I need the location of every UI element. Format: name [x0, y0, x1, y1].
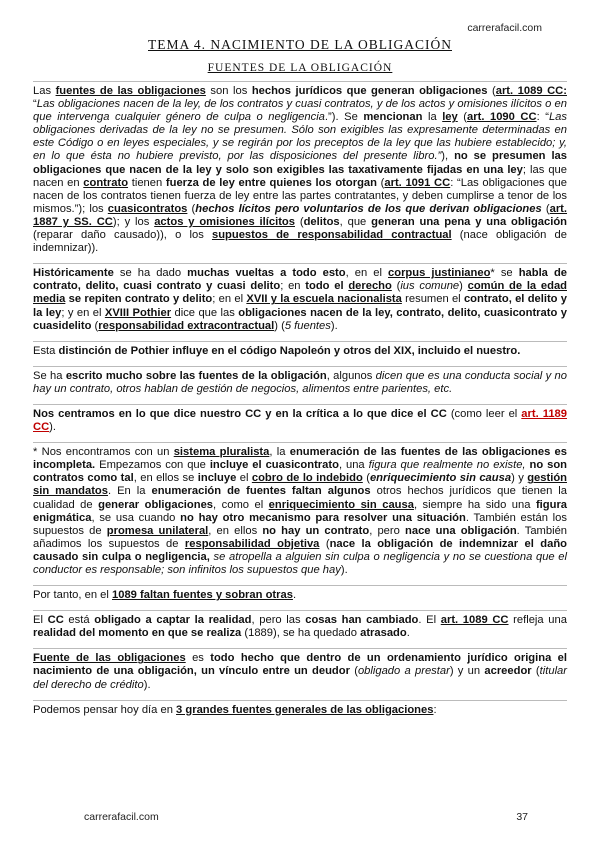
- text-run: incluye: [197, 472, 237, 485]
- text-run: El: [33, 614, 48, 627]
- text-run: (: [531, 665, 540, 678]
- page-number: 37: [516, 811, 528, 823]
- text-run: (como leer el: [446, 407, 522, 420]
- text-run: derecho: [348, 280, 392, 293]
- text-run: . En la: [108, 485, 152, 498]
- text-run: ; en el: [212, 293, 247, 306]
- text-run: ley: [442, 111, 458, 124]
- text-run: enumeración de fuentes faltan algunos: [151, 485, 371, 498]
- text-run: distinción de Pothier influye en el código Napoleón y otros del XIX, incluido el nuestro.: [58, 344, 521, 357]
- text-run: generan una pena y una obligación: [371, 215, 567, 228]
- text-run: , en ellos: [208, 524, 263, 537]
- text-run: XVIII Pothier: [104, 306, 172, 319]
- text-run: habla de contrato, delito, cuasi contrato y cuasi delito: [33, 267, 568, 293]
- text-run: enriquecimiento sin causa: [268, 498, 414, 511]
- text-run: enriquecimiento sin causa: [369, 472, 512, 485]
- text-run: 3 grandes fuentes generales de las obligaciones: [176, 703, 434, 716]
- text-run: cosas han cambiado: [305, 614, 419, 627]
- text-run: ius comune: [400, 280, 460, 293]
- text-run: (: [391, 280, 401, 293]
- text-run: resumen el: [401, 293, 464, 306]
- text-run: ) y: [511, 472, 528, 485]
- text-run: : “: [536, 111, 549, 124]
- text-run: sistema pluralista: [173, 446, 270, 459]
- text-run: :: [433, 703, 437, 716]
- text-run: art. 1189 CC: [33, 407, 567, 434]
- text-run: realidad del momento en que se realiza: [33, 627, 242, 640]
- text-run: * se: [490, 267, 519, 280]
- text-run: , siempre ha sido una: [413, 498, 536, 511]
- text-run: supuestos de responsabilidad contractual: [211, 229, 452, 242]
- text-run: Empezamos con que: [95, 459, 210, 472]
- text-run: . El: [418, 614, 441, 627]
- text-run: no hay un contrato: [262, 524, 370, 537]
- text-run: Las obligaciones derivadas de la ley no se presumen. Sólo son exigibles las expresamente determinadas en este Código o en leyes especiales, y se regirán por los preceptos de la ley que las hubiere establecido; y, en lo que ésta no hubiere previsto, por las disposiciones del presente libro.”: [33, 111, 567, 163]
- text-run: hechos jurídicos que generan obligaciones: [251, 85, 488, 97]
- text-run: (: [487, 85, 496, 97]
- text-run: enumeración de las fuentes de las obligaciones es incompleta.: [33, 446, 567, 472]
- text-run: todo el: [305, 280, 344, 293]
- text-run: ).: [330, 319, 338, 332]
- text-run: figura que realmente no existe,: [368, 459, 526, 472]
- text-run: escrito mucho sobre las fuentes de la obligación: [65, 369, 327, 382]
- text-run: se repiten contrato y delito: [68, 293, 213, 306]
- paragraph-cc-obligado: [33, 610, 567, 640]
- text-run: (: [457, 111, 468, 124]
- text-run: generar obligaciones: [98, 498, 214, 511]
- text-run: ).: [143, 678, 151, 691]
- text-run: gestión sin mandatos: [33, 472, 567, 498]
- text-run: se ha dado: [113, 267, 188, 280]
- text-run: , algunos: [326, 369, 376, 382]
- text-run: art. 1089 CC:: [495, 85, 567, 97]
- text-run: incluye el cuasicontrato: [209, 459, 339, 472]
- text-run: . También añadimos los supuestos de: [33, 524, 568, 550]
- text-run: cuasicontratos: [107, 202, 188, 215]
- text-run: el: [236, 472, 252, 485]
- text-run: , pero: [369, 524, 406, 537]
- text-run: (: [376, 176, 385, 189]
- text-run: atrasado: [360, 627, 407, 640]
- text-run: contrato: [83, 176, 129, 189]
- text-run: * Nos encontramos con un: [33, 446, 174, 459]
- text-run: acreedor: [484, 665, 532, 678]
- text-run: Se ha: [33, 369, 66, 382]
- text-run: dice que las: [171, 306, 239, 319]
- text-run: ; y en el: [61, 306, 105, 319]
- text-run: ).: [340, 564, 348, 576]
- text-run: son los: [205, 85, 252, 97]
- text-run: art. 1887 y SS. CC: [33, 202, 568, 228]
- paragraph-nos-centramos: [33, 404, 567, 434]
- footer-site-name: carrerafacil.com: [84, 811, 159, 823]
- text-run: ).: [49, 421, 57, 434]
- text-run: .”). Se: [324, 111, 364, 124]
- text-run: ) (: [274, 319, 285, 332]
- paragraph-tres-fuentes: [33, 700, 567, 717]
- text-run: (: [319, 537, 330, 550]
- text-run: CC: [47, 614, 64, 627]
- text-run: ); y los: [112, 215, 155, 228]
- text-run: delitos: [303, 215, 340, 228]
- text-run: , en el: [345, 267, 389, 280]
- text-run: art. 1089 CC: [440, 614, 509, 627]
- text-run: XVII y la escuela nacionalista: [246, 293, 402, 306]
- text-run: , se usa cuando: [91, 511, 181, 524]
- text-run: muchas vueltas a todo esto: [187, 267, 346, 280]
- text-run: (: [362, 472, 370, 485]
- text-run: promesa unilateral: [106, 524, 209, 537]
- text-run: ; las que nacen en: [33, 163, 567, 189]
- text-run: art. 1091 CC: [384, 176, 451, 189]
- text-run: responsabilidad extracontractual: [98, 319, 275, 332]
- text-run: art. 1090 CC: [467, 111, 537, 124]
- text-run: (1889), se ha quedado: [241, 627, 361, 640]
- text-run: Las: [33, 85, 56, 97]
- text-run: titular del derecho de crédito: [33, 665, 567, 691]
- text-run: contrato, el delito y la ley: [33, 293, 568, 319]
- document-body: [33, 81, 567, 725]
- text-run: responsabilidad objetiva: [184, 537, 320, 550]
- text-run: ; en: [280, 280, 306, 293]
- section-subtitle: FUENTES DE LA OBLIGACIÓN: [207, 62, 393, 74]
- text-run: cobro de lo indebido: [251, 472, 363, 485]
- text-run: (reparar daño causado)), o los: [33, 229, 212, 242]
- page-title: TEMA 4. NACIMIENTO DE LA OBLIGACIÓN: [148, 37, 452, 52]
- paragraph-escrito-mucho: [33, 366, 567, 396]
- text-run: no se presumen las obligaciones que nacen de la ley y solo son exigibles las taxativamente fijadas en una ley: [33, 150, 567, 176]
- text-run: figura enigmática: [33, 498, 568, 524]
- text-run: .: [292, 589, 297, 602]
- paragraph-pothier: [33, 341, 567, 358]
- text-run: , que: [339, 215, 372, 228]
- text-run: Nos centramos en lo que dice nuestro CC y en la crítica a lo que dice el CC: [33, 407, 447, 420]
- text-run: obligado a captar la realidad: [94, 614, 252, 627]
- text-run: (: [294, 215, 304, 228]
- text-run: ): [459, 280, 468, 293]
- text-run: : “Las obligaciones que nacen de los contratos tienen fuerza de ley entre las partes contratantes, y deben cumplirse a tenor de los mismos.”); los: [33, 176, 567, 215]
- text-run: tienen: [128, 176, 166, 189]
- text-run: obligado a prestar: [357, 665, 450, 678]
- text-run: corpus justinianeo: [388, 267, 491, 280]
- text-run: ),: [441, 150, 455, 163]
- text-run: otros hechos jurídicos que tienen la cualidad de: [33, 485, 568, 511]
- text-run: (: [541, 202, 550, 215]
- text-run: , como el: [213, 498, 269, 511]
- text-run: está: [63, 614, 95, 627]
- text-run: la: [422, 111, 443, 124]
- text-run: refleja una: [508, 614, 567, 627]
- paragraph-fuente-definicion: [33, 648, 567, 691]
- paragraph-sistema-pluralista: [33, 442, 567, 577]
- text-run: 1089 faltan fuentes y sobran otras: [112, 589, 293, 602]
- text-run: es: [185, 652, 211, 665]
- text-run: se atropella a alguien sin culpa o negligencia y no se cuestiona que el conductor es responsable; son infinitos los supuestos que hay: [33, 550, 568, 576]
- text-run: Podemos pensar hoy día en: [33, 703, 177, 716]
- text-run: “: [33, 98, 37, 111]
- text-run: actos y omisiones ilícitos: [154, 215, 295, 228]
- paragraph-historicamente: [33, 263, 567, 332]
- text-run: , en ellos se: [133, 472, 198, 485]
- text-run: (: [349, 665, 358, 678]
- text-run: hechos lícitos pero voluntarios de los que derivan obligaciones: [195, 202, 542, 215]
- text-run: (: [91, 319, 99, 332]
- text-run: mencionan: [363, 111, 423, 124]
- text-run: dicen que es una conducta social y no hay un contrato, otros hablan de gestión de negocios, alimentos entre parientes, etc.: [33, 369, 567, 395]
- paragraph-fuentes-definition: [33, 81, 567, 255]
- text-run: , pero las: [251, 614, 306, 627]
- text-run: , la: [269, 446, 290, 459]
- paragraph-por-tanto: [33, 585, 567, 602]
- text-run: .: [406, 627, 410, 640]
- text-run: Las obligaciones nacen de la ley, de los contratos y cuasi contratos, y de los actos y omisiones ilícitos o en que intervenga cualquier género de culpa o negligencia: [33, 98, 567, 124]
- text-run: (nace obligación de indemnizar)).: [33, 229, 567, 255]
- text-run: no hay otro mecanismo para resolver una situación: [180, 511, 466, 524]
- header-site-name: carrerafacil.com: [467, 22, 542, 34]
- text-run: Por tanto, en el: [33, 589, 112, 602]
- text-run: . También están los supuestos de: [33, 511, 567, 537]
- text-run: nace una obligación: [405, 524, 517, 537]
- text-run: Históricamente: [33, 267, 114, 280]
- text-run: obligaciones nacen de la ley, contrato, delito, cuasicontrato y cuasidelito: [33, 306, 567, 332]
- text-run: no son contratos como tal: [33, 459, 567, 485]
- text-run: Esta: [33, 344, 59, 357]
- text-run: todo hecho que dentro de un ordenamiento jurídico origina el nacimiento de una obligación, un vínculo entre un deudor: [33, 652, 567, 678]
- text-run: común de la edad media: [33, 280, 567, 306]
- text-run: (: [187, 202, 196, 215]
- text-run: ) y un: [449, 665, 485, 678]
- text-run: 5 fuentes: [284, 319, 331, 332]
- text-run: , una: [338, 459, 369, 472]
- text-run: Fuente de las obligaciones: [33, 652, 186, 665]
- text-run: fuentes de las obligaciones: [55, 85, 206, 97]
- text-run: nace la obligación de indemnizar el daño causado sin culpa o negligencia,: [33, 537, 567, 563]
- text-run: fuerza de ley entre quienes los otorgan: [165, 176, 377, 189]
